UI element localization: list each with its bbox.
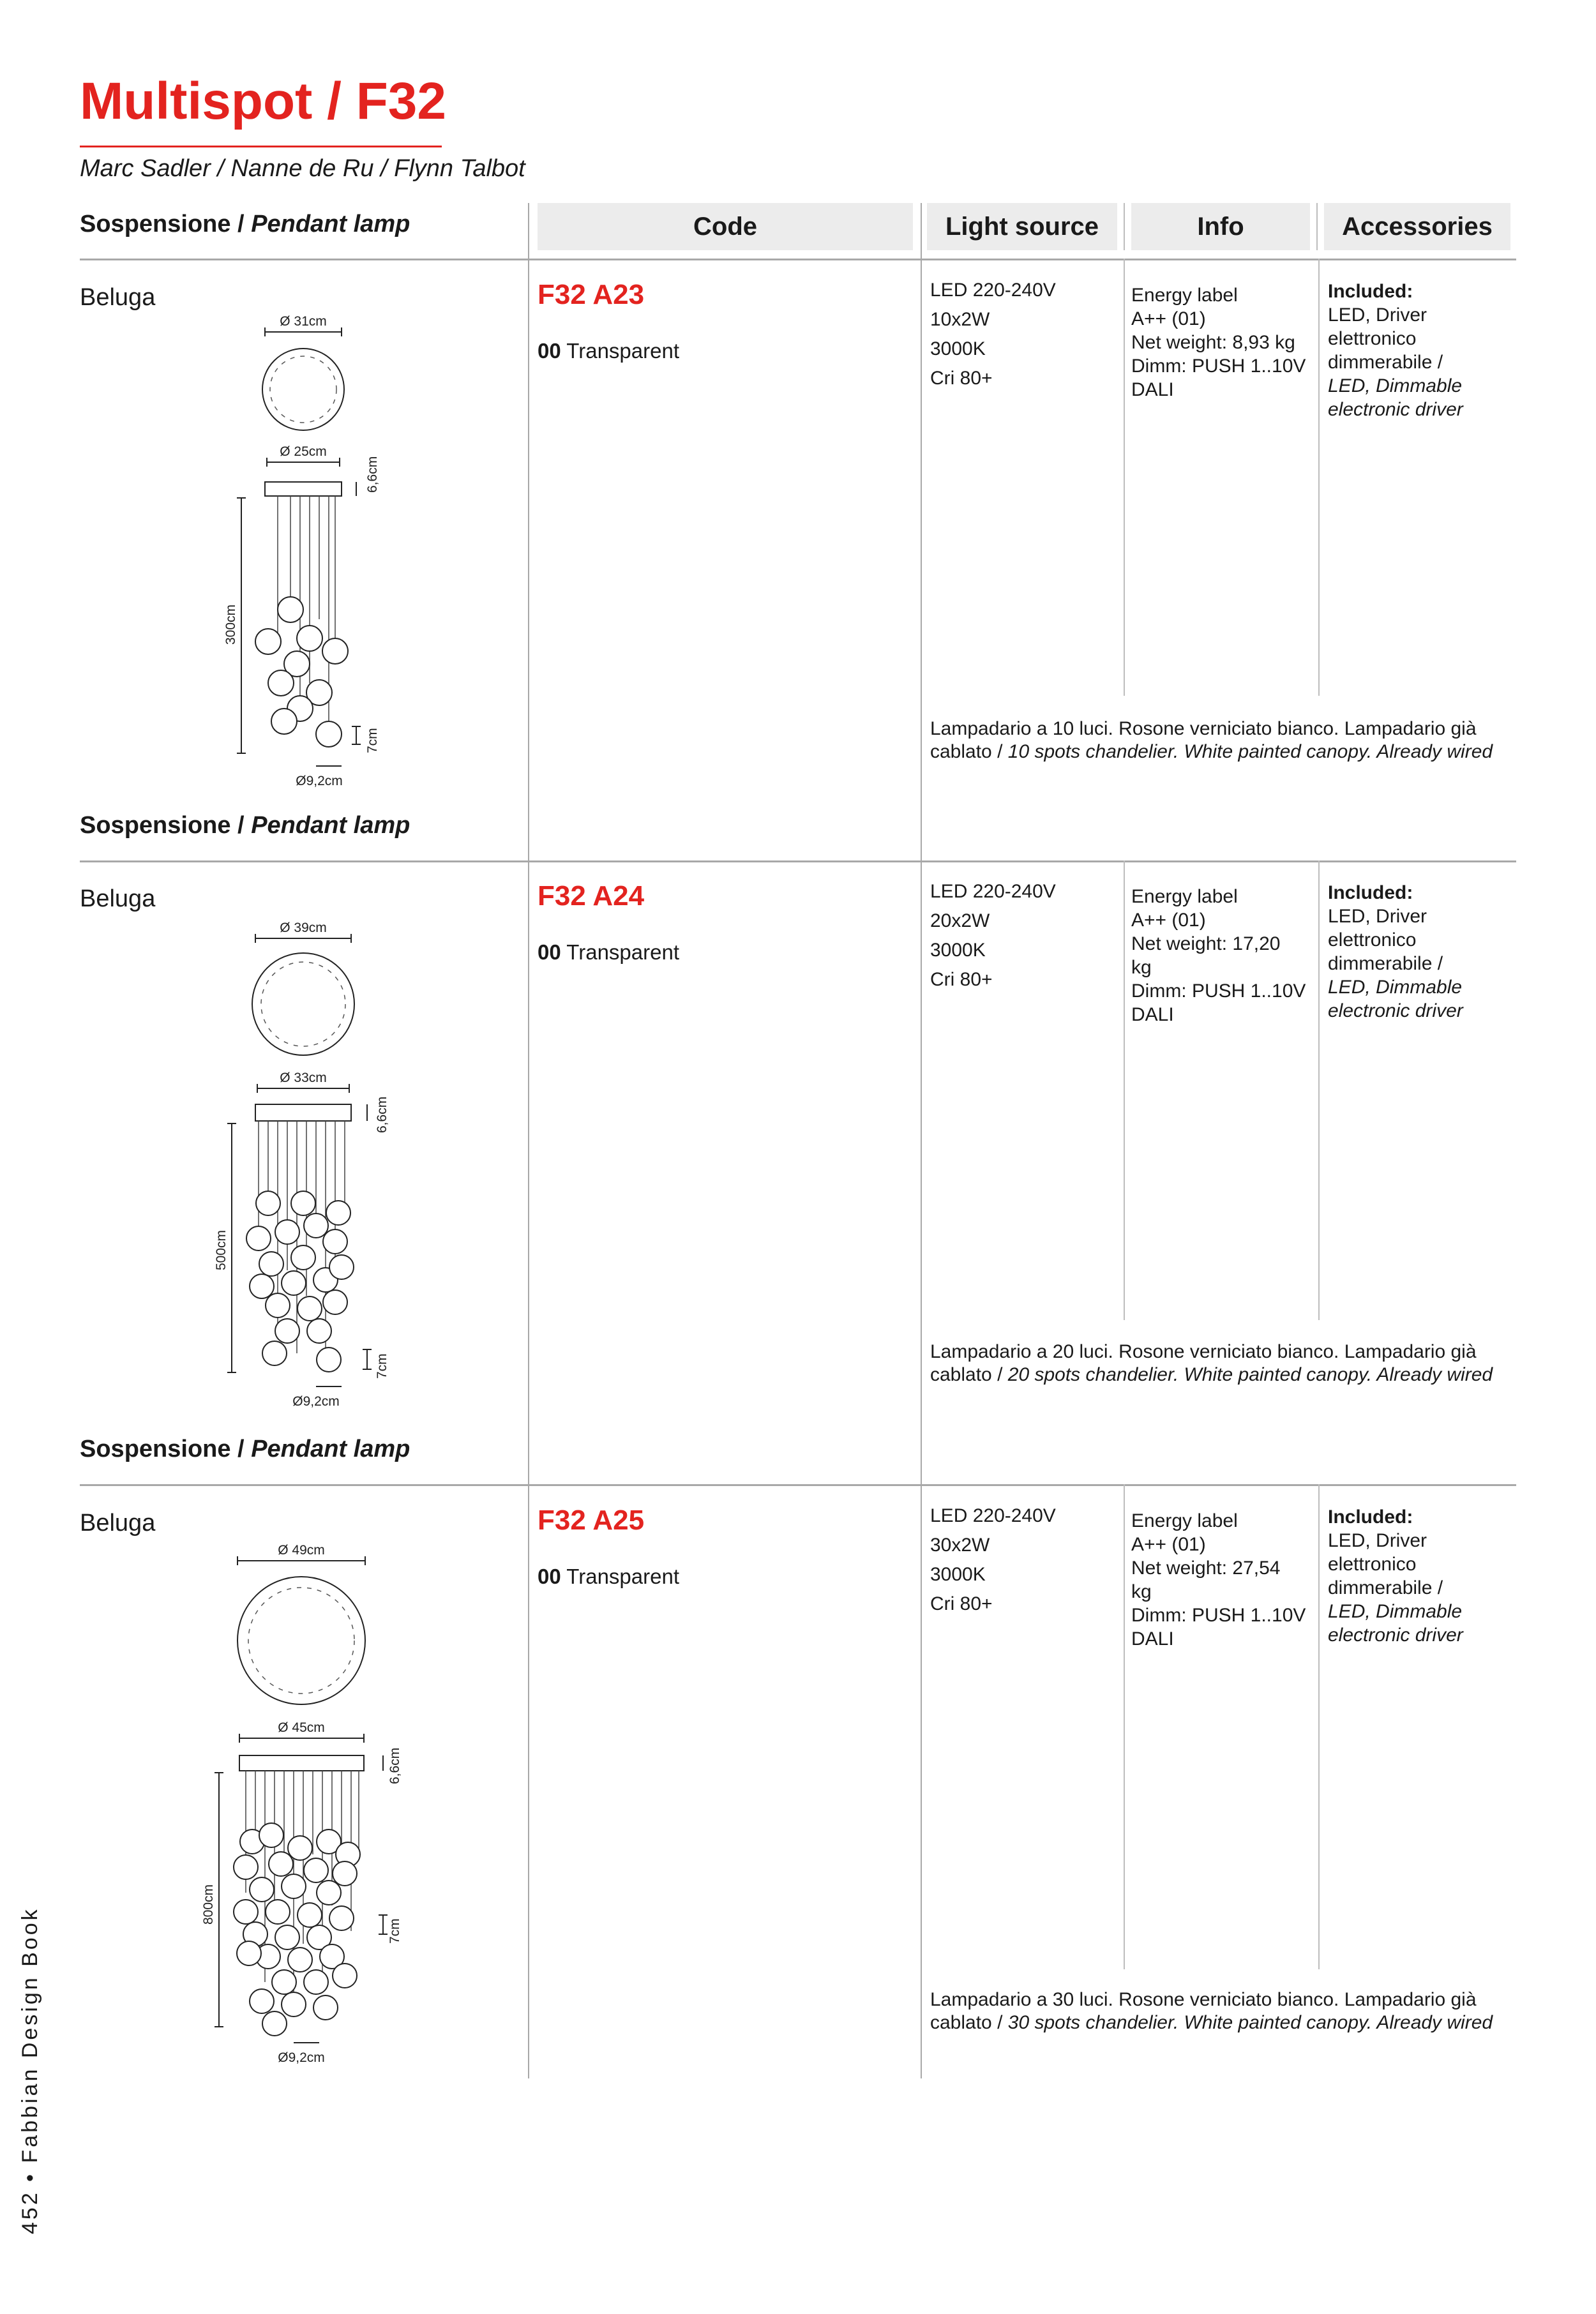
acc-included: Included: [1328, 882, 1413, 903]
acc-line: LED, Dimmable [1328, 977, 1463, 998]
finish-code: 00 [538, 339, 561, 363]
dim-glass-diameter: Ø9,2cm [278, 2050, 325, 2065]
acc-line: elettronico [1328, 328, 1417, 349]
product-description [930, 1341, 1537, 1386]
light-voltage: LED 220-240V [930, 1505, 1056, 1526]
title-underline [80, 146, 442, 147]
desc-it: Lampadario a 30 luci. Rosone verniciato bianco. Lampadario già cablato [930, 1989, 1477, 2033]
product-accessories [1328, 1505, 1463, 1647]
info-line: Net weight: 17,20 [1131, 933, 1281, 954]
column-divider [1124, 259, 1125, 696]
dim-canopy-height: 6,6cm [388, 1747, 402, 1784]
finish-label: Transparent [566, 1565, 679, 1588]
light-source [930, 877, 1056, 995]
product-info [1131, 283, 1306, 402]
finish-label: Transparent [566, 339, 679, 363]
column-header-light-source: Light source [927, 203, 1117, 250]
acc-line: LED, Driver [1328, 304, 1427, 326]
column-divider [1124, 203, 1125, 250]
info-line: Dimm: PUSH 1..10V [1131, 356, 1306, 377]
desc-sep: / [991, 741, 1008, 762]
chandelier-drawing [192, 313, 402, 798]
acc-included: Included: [1328, 281, 1413, 302]
column-divider [528, 203, 529, 2078]
product-family: Beluga [80, 284, 156, 311]
info-line: Net weight: 8,93 kg [1131, 332, 1295, 353]
acc-included: Included: [1328, 1506, 1413, 1528]
product-code: F32 A23 [538, 279, 645, 310]
section-label-it: Sospensione [80, 812, 231, 839]
product-family: Beluga [80, 885, 156, 912]
acc-line: LED, Driver [1328, 1530, 1427, 1551]
section-label-it: Sospensione [80, 1436, 231, 1462]
acc-line: dimmerabile / [1328, 1577, 1443, 1598]
light-source [930, 1501, 1056, 1619]
section-label-sep: / [230, 1436, 252, 1462]
light-source [930, 276, 1056, 393]
dim-glass-diameter: Ø9,2cm [292, 1394, 340, 1409]
product-family: Beluga [80, 1510, 156, 1536]
acc-line: electronic driver [1328, 399, 1463, 420]
dim-glass-diameter: Ø9,2cm [296, 774, 343, 788]
product-code: F32 A25 [538, 1505, 645, 1536]
dim-canopy-diameter: Ø 31cm [280, 314, 327, 329]
finish-code: 00 [538, 1565, 561, 1588]
column-divider [1124, 1484, 1125, 1969]
info-line: A++ (01) [1131, 910, 1206, 931]
info-line: Net weight: 27,54 [1131, 1558, 1281, 1579]
acc-line: LED, Driver [1328, 906, 1427, 927]
info-line: Energy label [1131, 886, 1238, 907]
dim-rod-spread: Ø 45cm [278, 1720, 325, 1735]
product-accessories [1328, 280, 1463, 421]
section-label-sep: / [230, 812, 252, 839]
light-temperature: 3000K [930, 940, 986, 961]
section-label-en: Pendant lamp [251, 211, 410, 237]
column-divider [1318, 259, 1320, 696]
acc-line: electronic driver [1328, 1625, 1463, 1646]
column-header-code: Code [538, 203, 913, 250]
info-line: kg [1131, 957, 1152, 978]
section-label-en: Pendant lamp [251, 1436, 410, 1462]
chandelier-drawing [192, 913, 402, 1417]
desc-en: 20 spots chandelier. White painted canopy. Already wired [1007, 1364, 1493, 1385]
dim-canopy-diameter: Ø 49cm [278, 1543, 325, 1558]
info-line: A++ (01) [1131, 1534, 1206, 1555]
info-line: Dimm: PUSH 1..10V [1131, 980, 1306, 1002]
light-voltage: LED 220-240V [930, 280, 1056, 301]
light-temperature: 3000K [930, 1564, 986, 1585]
info-line: Energy label [1131, 285, 1238, 306]
desc-sep: / [991, 1364, 1008, 1385]
column-divider [1318, 860, 1320, 1320]
dim-canopy-height: 6,6cm [365, 456, 380, 493]
dim-rod-spread: Ø 33cm [280, 1071, 327, 1085]
acc-line: elettronico [1328, 1554, 1417, 1575]
finish-code: 00 [538, 940, 561, 964]
page-footer: 452 • Fabbian Design Book [18, 1907, 42, 2234]
acc-line: LED, Dimmable [1328, 1601, 1463, 1622]
row-divider [80, 1484, 1516, 1486]
dim-total-height: 300cm [223, 604, 238, 645]
section-label-it: Sospensione [80, 211, 231, 237]
info-line: Dimm: PUSH 1..10V [1131, 1605, 1306, 1626]
product-finish [538, 1564, 679, 1589]
column-divider [1316, 203, 1318, 250]
desc-it: Lampadario a 10 luci. Rosone verniciato bianco. Lampadario già cablato [930, 718, 1477, 762]
info-line: Energy label [1131, 1510, 1238, 1531]
desc-en: 10 spots chandelier. White painted canopy. Already wired [1007, 741, 1493, 762]
info-line: A++ (01) [1131, 308, 1206, 329]
dim-total-height: 800cm [201, 1884, 216, 1925]
product-description [930, 1988, 1537, 2034]
dim-canopy-diameter: Ø 39cm [280, 920, 327, 935]
light-power: 10x2W [930, 309, 990, 330]
column-header-accessories: Accessories [1324, 203, 1510, 250]
light-cri: Cri 80+ [930, 368, 993, 389]
column-divider [1124, 860, 1125, 1320]
acc-line: dimmerabile / [1328, 352, 1443, 373]
row-divider [80, 259, 1516, 260]
section-label-2 [80, 813, 410, 838]
finish-label: Transparent [566, 940, 679, 964]
light-power: 30x2W [930, 1535, 990, 1556]
section-label-1 [80, 212, 410, 236]
desc-sep: / [991, 2012, 1008, 2033]
acc-line: LED, Dimmable [1328, 375, 1463, 396]
product-finish [538, 338, 679, 364]
info-line: kg [1131, 1581, 1152, 1602]
dim-glass-height: 7cm [365, 728, 380, 753]
section-label-3 [80, 1437, 410, 1461]
column-divider [921, 203, 922, 2078]
info-line: DALI [1131, 1628, 1174, 1649]
light-voltage: LED 220-240V [930, 881, 1056, 902]
acc-line: elettronico [1328, 929, 1417, 950]
product-info [1131, 1509, 1306, 1651]
product-info [1131, 885, 1306, 1026]
dim-rod-spread: Ø 25cm [280, 444, 327, 459]
dim-glass-height: 7cm [388, 1918, 402, 1944]
light-temperature: 3000K [930, 338, 986, 359]
light-cri: Cri 80+ [930, 1593, 993, 1614]
column-divider [1318, 1484, 1320, 1969]
product-code: F32 A24 [538, 880, 645, 912]
light-cri: Cri 80+ [930, 969, 993, 990]
acc-line: dimmerabile / [1328, 953, 1443, 974]
acc-line: electronic driver [1328, 1000, 1463, 1021]
column-header-info: Info [1131, 203, 1310, 250]
chandelier-drawing [192, 1535, 402, 2071]
light-power: 20x2W [930, 910, 990, 931]
info-line: DALI [1131, 379, 1174, 400]
dim-total-height: 500cm [214, 1229, 229, 1270]
section-label-en: Pendant lamp [251, 812, 410, 839]
desc-it: Lampadario a 20 luci. Rosone verniciato bianco. Lampadario già cablato [930, 1341, 1477, 1385]
product-description [930, 717, 1537, 763]
dim-glass-height: 7cm [375, 1353, 389, 1379]
section-label-sep: / [230, 211, 252, 237]
page-title: Multispot / F32 [80, 72, 446, 130]
product-accessories [1328, 881, 1463, 1023]
info-line: DALI [1131, 1004, 1174, 1025]
designers: Marc Sadler / Nanne de Ru / Flynn Talbot [80, 155, 525, 182]
dim-canopy-height: 6,6cm [375, 1096, 389, 1133]
product-finish [538, 940, 679, 965]
row-divider [80, 860, 1516, 862]
desc-en: 30 spots chandelier. White painted canopy. Already wired [1007, 2012, 1493, 2033]
